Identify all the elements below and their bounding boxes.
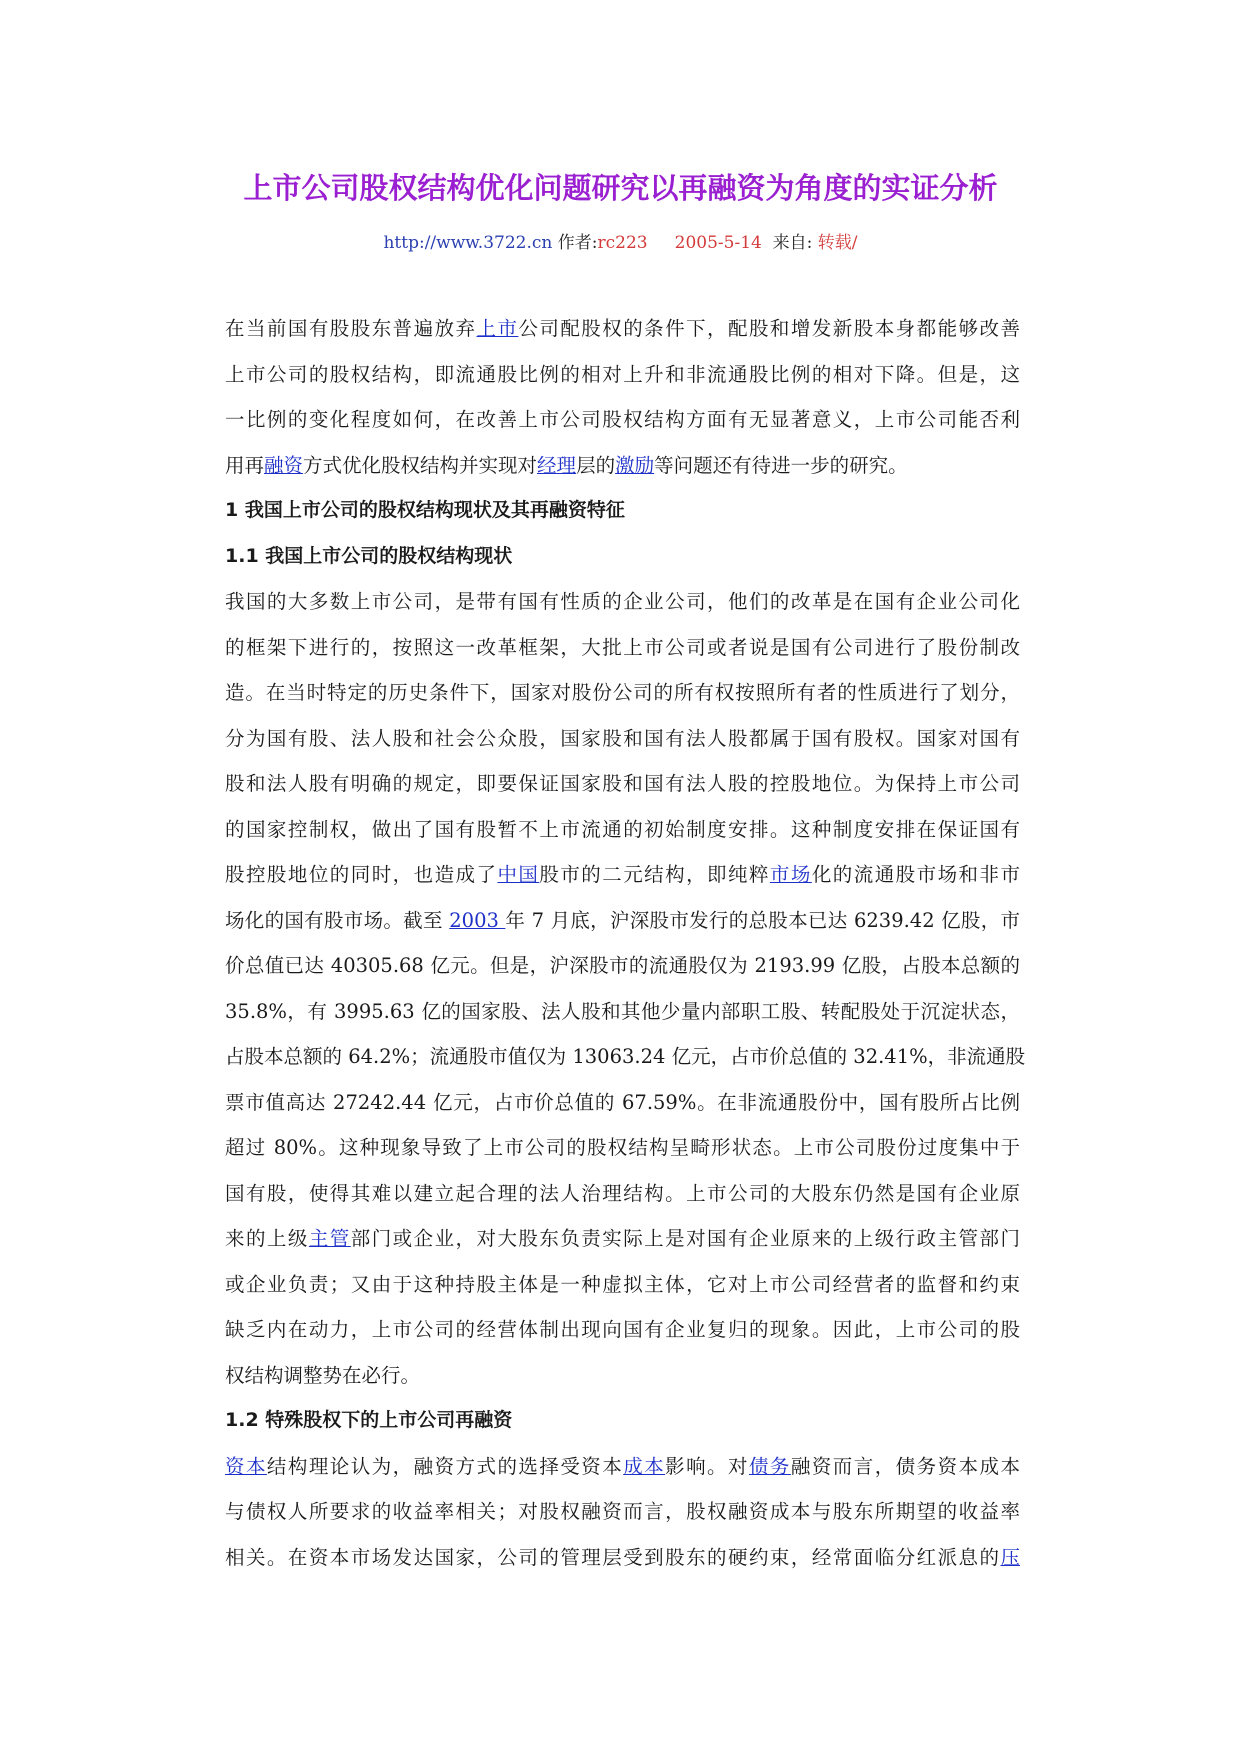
section-heading (225, 488, 1020, 534)
source-label: 来自: (772, 233, 818, 253)
text-line (225, 1353, 1020, 1399)
text-run: 1.1 我国上市公司的股权结构现状 (225, 544, 513, 567)
text-run: 相关。在资本市场发达国家，公司的管理层受到股东的硬约束，经常面临分红派息的 (225, 1545, 1001, 1569)
publish-date: 2005-5-14 (674, 233, 762, 253)
text-line (225, 807, 1020, 853)
text-run: 造。在当时特定的历史条件下，国家对股份公司的所有权按照所有者的性质进行了划分， (225, 681, 1020, 704)
text-line (225, 1307, 1020, 1353)
text-run: 等问题还有待进一步的研究。 (654, 453, 908, 477)
text-run: 公司配股权的条件下，配股和增发新股本身都能够改善 (518, 317, 1020, 340)
text-run: 股市的二元结构，即纯粹 (539, 863, 770, 886)
article-meta (0, 230, 1241, 256)
text-line (225, 1171, 1020, 1217)
inline-link[interactable]: 上市 (476, 317, 519, 340)
text-run: 我国的大多数上市公司，是带有国有性质的企业公司，他们的改革是在国有企业公司化 (225, 590, 1020, 613)
inline-link[interactable]: 2003 (449, 908, 506, 932)
text-line (225, 352, 1020, 398)
text-line (225, 670, 1020, 716)
inline-link[interactable]: 成本 (623, 1454, 666, 1478)
meta-gap (648, 233, 675, 253)
text-run: 1 我国上市公司的股权结构现状及其再融资特征 (225, 499, 625, 521)
inline-link[interactable]: 债务 (748, 1454, 791, 1478)
section-heading (225, 534, 1020, 580)
text-run: 化的流通股市场和非市 (811, 863, 1020, 886)
inline-link[interactable]: 激励 (615, 453, 655, 477)
text-line (225, 943, 1020, 989)
text-run: 部门或企业，对大股东负责实际上是对国有企业原来的上级行政主管部门 (350, 1227, 1020, 1250)
text-run: 与债权人所要求的收益率相关；对股权融资而言，股权融资成本与股东所期望的收益率 (225, 1500, 1020, 1523)
text-line (225, 716, 1020, 762)
text-line (225, 989, 1020, 1035)
text-run: 方式优化股权结构并实现对 (303, 453, 538, 477)
inline-link[interactable]: 主管 (308, 1227, 351, 1250)
text-run: 来的上级 (225, 1227, 309, 1250)
text-line (225, 1489, 1020, 1535)
text-line (225, 1080, 1020, 1126)
text-run: 缺乏内在动力，上市公司的经营体制出现向国有企业复归的现象。因此，上市公司的股 (225, 1318, 1020, 1341)
text-run: 场化的国有股市场。截至 (225, 908, 450, 932)
text-run: 国有股，使得其难以建立起合理的法人治理结构。上市公司的大股东仍然是国有企业原 (225, 1181, 1020, 1205)
text-run: 层的 (576, 453, 616, 477)
text-run: 的框架下进行的，按照这一改革框架，大批上市公司或者说是国有公司进行了股份制改 (225, 635, 1020, 659)
text-run: 一比例的变化程度如何，在改善上市公司股权结构方面有无显著意义，上市公司能否利 (225, 408, 1020, 431)
text-line (225, 852, 1020, 898)
text-run: 票市值高达 27242.44 亿元，占市价总值的 67.59%。在非流通股份中，国有股所占比例 (225, 1090, 1020, 1114)
text-run: 超过 80%。这种现象导致了上市公司的股权结构呈畸形状态。上市公司股份过度集中于 (225, 1136, 1020, 1159)
text-run: 用再 (225, 453, 265, 477)
text-line (225, 761, 1020, 807)
source-url[interactable]: http://www.3722.cn (383, 233, 553, 253)
article-title: 上市公司股权结构优化问题研究以再融资为角度的实证分析 (243, 171, 998, 205)
text-run: 35.8%，有 3995.63 亿的国家股、法人股和其他少量内部职工股、转配股处于沉淀状态， (225, 999, 1020, 1023)
text-run: 影响。对 (665, 1454, 749, 1478)
text-line (225, 625, 1020, 671)
text-line (225, 306, 1020, 352)
text-run: 分为国有股、法人股和社会公众股，国家股和国有法人股都属于国有股权。国家对国有 (225, 726, 1020, 750)
text-run: 的国家控制权，做出了国有股暂不上市流通的初始制度安排。这种制度安排在保证国有 (225, 817, 1020, 841)
text-line (225, 443, 1020, 489)
text-run: 股控股地位的同时，也造成了 (225, 863, 498, 886)
text-line (225, 1034, 1026, 1080)
inline-link[interactable]: 压 (1000, 1545, 1020, 1569)
article-body (225, 306, 1026, 1580)
inline-link[interactable]: 经理 (537, 453, 577, 477)
author-label: 作者: (552, 233, 598, 253)
text-line (225, 397, 1020, 443)
inline-link[interactable]: 资本 (225, 1454, 267, 1478)
meta-gap (762, 233, 773, 253)
author-name: rc223 (597, 233, 648, 253)
text-line (225, 1444, 1020, 1490)
text-line (225, 579, 1020, 625)
text-line (225, 1262, 1020, 1308)
text-run: 权结构调整势在必行。 (225, 1363, 421, 1387)
text-run: 上市公司的股权结构，即流通股比例的相对上升和非流通股比例的相对下降。但是，这 (225, 362, 1020, 386)
text-run: 股和法人股有明确的规定，即要保证国家股和国有法人股的控股地位。为保持上市公司 (225, 772, 1020, 795)
text-run: 价总值已达 40305.68 亿元。但是，沪深股市的流通股仅为 2193.99 亿股，占股本总额的 (225, 954, 1020, 977)
text-line (225, 898, 1020, 944)
text-run: 1.2 特殊股权下的上市公司再融资 (225, 1409, 513, 1431)
text-run: 或企业负责；又由于这种持股主体是一种虚拟主体，它对上市公司经营者的监督和约束 (225, 1272, 1020, 1296)
text-line (225, 1535, 1020, 1581)
text-line (225, 1125, 1020, 1171)
text-run: 占股本总额的 64.2%；流通股市值仅为 13063.24 亿元，占市价总值的 32.41%，非流通股 (225, 1045, 1026, 1068)
source-name: 转载/ (817, 233, 858, 253)
text-line (225, 1216, 1020, 1262)
inline-link[interactable]: 中国 (497, 863, 540, 886)
section-heading (225, 1398, 1020, 1444)
text-run: 在当前国有股股东普遍放弃 (225, 317, 477, 340)
inline-link[interactable]: 融资 (264, 453, 304, 477)
text-run: 年 7 月底，沪深股市发行的总股本已达 6239.42 亿股，市 (505, 908, 1021, 932)
text-run: 结构理论认为，融资方式的选择受资本 (266, 1454, 624, 1478)
inline-link[interactable]: 市场 (769, 863, 812, 886)
text-run: 融资而言，债务资本成本 (790, 1454, 1020, 1478)
